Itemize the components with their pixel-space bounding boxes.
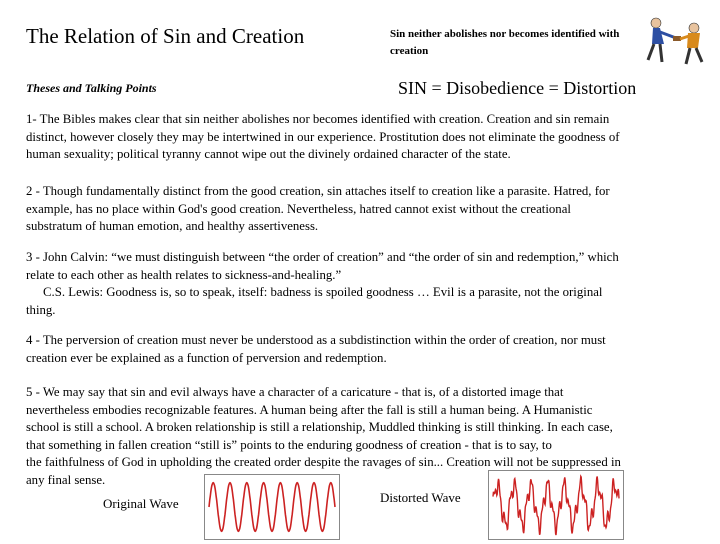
theses-label: Theses and Talking Points (26, 81, 157, 95)
original-wave-label: Original Wave (103, 496, 179, 511)
point-1-line: human sexuality; political tyranny cannot wipe out the divinely ordained character of the state. (26, 147, 511, 161)
point-4-line: 4 - The perversion of creation must never be understood as a subdistinction within the order of creation, nor must (26, 333, 606, 347)
point-1-line: 1- The Bibles makes clear that sin neither abolishes nor becomes identified with creation. Creation and sin remain (26, 112, 610, 126)
point-3-line: relate to each other as health relates to sickness-and-healing.” (26, 267, 342, 282)
sin-equation: SIN = Disobedience = Distortion (398, 78, 637, 98)
rope-icon (673, 36, 681, 41)
original-wave-line (209, 483, 335, 532)
point-4-line: creation ever be explained as a function of perversion and redemption. (26, 350, 387, 365)
point-5-line: nevertheless embodies recognizable features. A human being after the fall is still a human being. A Humanistic (26, 402, 593, 417)
distorted-wave-figure (488, 470, 624, 540)
distorted-wave-line (493, 476, 619, 535)
point-2-line: example, has no place within God's good creation. Nevertheless, hatred cannot exist without the creational (26, 201, 571, 216)
point-5-line: that something in fallen creation “still is” points to the enduring goodness of creation - that is to say, to (26, 437, 552, 452)
clipart-image (640, 14, 710, 70)
distorted-wave-label: Distorted Wave (380, 490, 461, 505)
point-1 (26, 111, 690, 164)
point-5-line: school is still a school. A broken relationship is still a relationship, Muddled thinking is still thinking. In each case, (26, 420, 613, 434)
point-3-line: 3 - John Calvin: “we must distinguish between “the order of creation” and “the order of sin and redemption,” which (26, 250, 619, 264)
point-3-line: thing. (26, 302, 56, 317)
point-2 (26, 183, 690, 236)
point-2-line: substratum of human emotion, and healthy assertiveness. (26, 219, 319, 233)
point-3 (26, 249, 690, 319)
point-3-quote: C.S. Lewis: Goodness is, so to speak, itself: badness is spoiled goodness … Evil is a parasite, not the original (43, 285, 603, 299)
slide-title: The Relation of Sin and Creation (26, 24, 305, 48)
point-2-line: 2 - Though fundamentally distinct from the good creation, sin attaches itself to creation like a parasite. Hatred, for (26, 184, 610, 198)
point-1-line: distinct, however closely they may be intertwined in our experience. Prostitution does not eliminate the goodness of (26, 129, 620, 144)
subtitle-note: Sin neither abolishes nor becomes identified with creation (390, 28, 620, 57)
original-wave-figure (204, 474, 340, 540)
person-pulling-icon (648, 18, 676, 62)
point-5-line: 5 - We may say that sin and evil always have a character of a caricature - that is, of a distorted image that (26, 385, 564, 399)
point-5-line: any final sense. (26, 472, 106, 487)
person-resisting-icon (680, 23, 702, 64)
point-4 (26, 332, 690, 367)
point-5-line: the faithfulness of God in upholding the created order despite the ravages of sin... Creation will not be suppressed in (26, 455, 621, 469)
